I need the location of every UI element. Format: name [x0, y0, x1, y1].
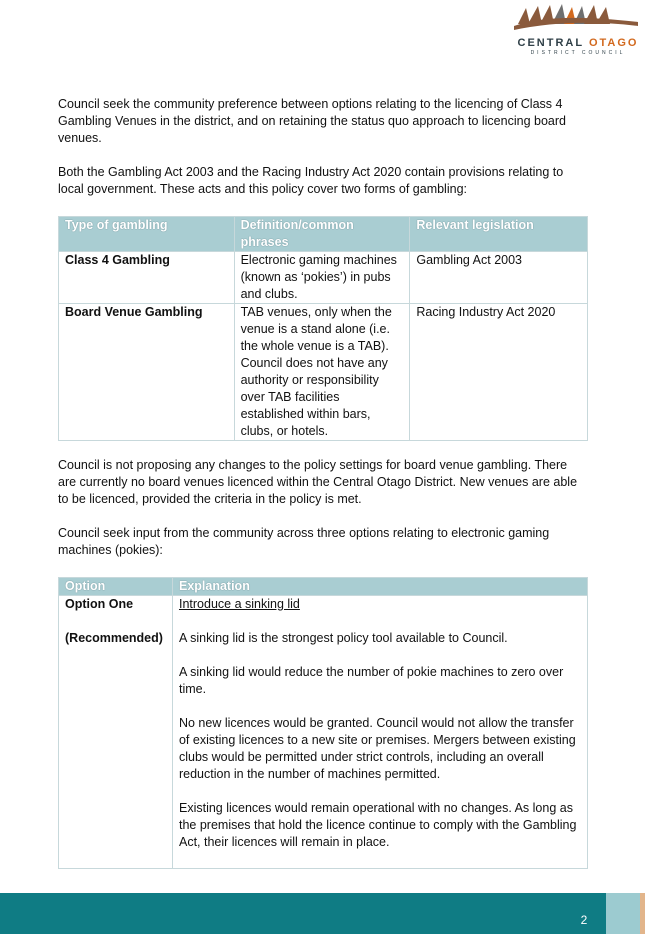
- option-name-cell: [59, 596, 173, 869]
- table-header-row: [59, 578, 588, 596]
- logo-wordmark: [516, 37, 640, 49]
- body-paragraph: Council is not proposing any changes to the policy settings for board venue gambling. There are currently no board venues licenced within the Central Otago District. New venues are able to be licenced, provided the criteria in the policy is met.: [58, 458, 578, 506]
- table-header-cell: Explanation: [172, 578, 587, 596]
- option-note: (Recommended): [65, 631, 163, 645]
- options-table: [58, 577, 588, 869]
- logo-word-main: CENTRAL: [517, 37, 584, 49]
- table-row: [59, 252, 588, 304]
- explanation-paragraph: A sinking lid is the strongest policy tool available to Council.: [178, 631, 508, 645]
- table-header-cell: Relevant legislation: [410, 217, 588, 252]
- explanation-paragraph: Existing licences would remain operational with no changes. As long as the premises that hold the licence continue to comply with the Gambling Act, their licences will remain in place.: [178, 801, 577, 849]
- intro-paragraph: Both the Gambling Act 2003 and the Racing Industry Act 2020 contain provisions relating to local government. These acts and this policy cover two forms of gambling:: [58, 165, 564, 196]
- table-header-row: [59, 217, 588, 252]
- page-number: 2: [580, 913, 588, 927]
- explanation-paragraph: A sinking lid would reduce the number of pokie machines to zero over time.: [178, 665, 564, 696]
- table-row: [59, 596, 588, 869]
- option-name: Option One: [65, 597, 134, 611]
- table-cell: Racing Industry Act 2020: [410, 304, 588, 441]
- explanation-paragraph: No new licences would be granted. Council would not allow the transfer of existing licences to a new site or premises. Mergers between existing clubs would be permitted under strict controls, including an overall reduction in the number of machines permitted.: [178, 716, 576, 781]
- table-cell: Electronic gaming machines (known as ‘pokies’) in pubs and clubs.: [234, 252, 410, 304]
- table-header-cell: Definition/common phrases: [234, 217, 410, 252]
- footer-tab: [606, 893, 640, 934]
- table-cell: TAB venues, only when the venue is a stand alone (i.e. the whole venue is a TAB). Council does not have any authority or responsibility over TAB facilities established within bars, clubs, or hotels.: [234, 304, 410, 441]
- table-header-cell: Option: [59, 578, 173, 596]
- table-cell: Class 4 Gambling: [59, 252, 235, 304]
- table-cell: Gambling Act 2003: [410, 252, 588, 304]
- footer-band: [0, 893, 606, 934]
- logo-word-accent: OTAGO: [588, 37, 639, 49]
- table-cell: Board Venue Gambling: [59, 304, 235, 441]
- gambling-types-table: [58, 216, 588, 441]
- explanation-title: Introduce a sinking lid: [178, 597, 300, 611]
- logo-subtitle: DISTRICT COUNCIL: [530, 50, 626, 56]
- table-header-cell: Type of gambling: [59, 217, 235, 252]
- table-row: [59, 304, 588, 441]
- body-paragraph: Council seek input from the community across three options relating to electronic gaming machines (pokies):: [58, 526, 550, 557]
- footer-edge: [640, 893, 645, 934]
- option-explanation-cell: [172, 596, 587, 869]
- intro-paragraph: Council seek the community preference between options relating to the licencing of Class 4 Gambling Venues in the district, and on retaining the status quo approach to licencing board venues.: [58, 97, 566, 145]
